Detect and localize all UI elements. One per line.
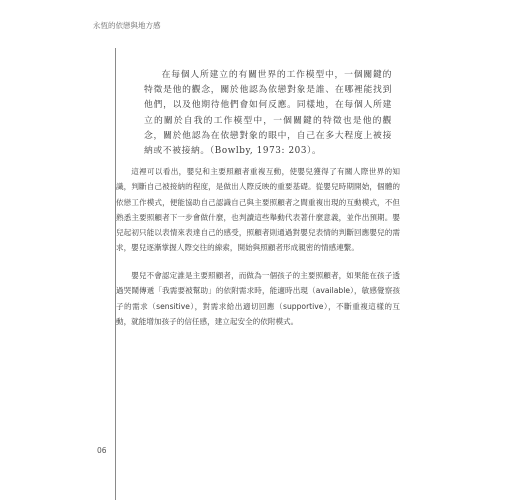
body-paragraph-1 [116,164,400,256]
block-quote [144,68,392,159]
running-header: 永恆的依戀與地方感 [93,21,161,30]
quote-text: 在每個人所建立的有關世界的工作模型中，一個關鍵的特徵是他的觀念，關於他認為依戀對象是誰、在哪裡能找到他們，以及他期待他們會如何反應。同樣地，在每個人所建立的關於自我的工作模型中，一個關鍵的特徵也是他的觀念，關於他認為在依戀對象的眼中，自己在多大程度上被接納或不被接納。（Bowlby, 1973: 203）。 [144,70,392,157]
body-paragraph-2 [116,268,400,329]
paragraph-text: 嬰兒不會認定誰是主要照顧者，而做為一個孩子的主要照顧者，如果能在孩子透過哭鬧傳遞「我需要被幫助」的依附需求時，能適時出現（available），敏感覺察孩子的需求（sensitive），對需求給出適切回應（supportive），不斷重複這樣的互動，就能增加孩子的信任感，建立起安全的依附模式。 [116,271,400,326]
page-number: 06 [97,446,107,455]
paragraph-text: 這裡可以看出，嬰兒和主要照顧者重複互動，使嬰兒獲得了有關人際世界的知識，判斷自己被接納的程度，是做出人際反映的重要基礎。從嬰兒時期開始，個體的依戀工作模式，便能協助自己認識自己與主要照顧者之間重複出現的互動模式，不但熟悉主要照顧者下一步會做什麼，也判讀這些舉動代表著什麼意義，並作出預期。嬰兒起初只能以表情來表達自己的感受，照顧者則通過對嬰兒表情的判斷回應嬰兒的需求，嬰兒逐漸掌握人際交往的線索，開始與照顧者形成親密的情感連繫。 [116,167,400,253]
